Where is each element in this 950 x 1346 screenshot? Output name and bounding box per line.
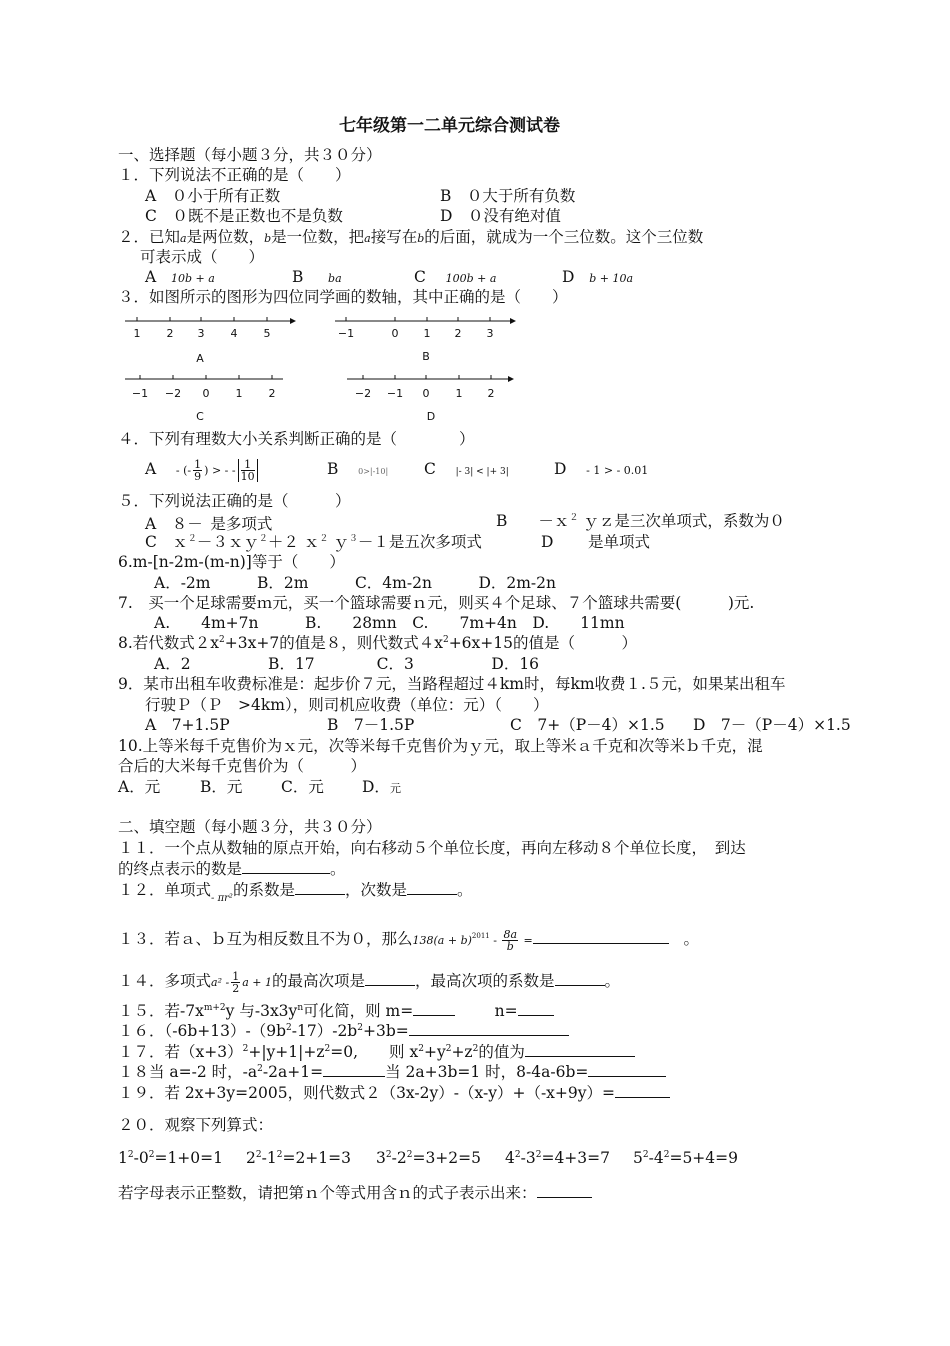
denominator: 10 [240,469,255,483]
q8-stem: 8.若代数式$2x^2+3x+7$的值是８，则代数式$4x^2+6x+15$的值是（ ） [118,634,637,652]
section1-header: 一、选择题（每小题３分，共３０分） [118,146,382,164]
q9-stem-line1: 9．某市出租车收费标准是：起步价７元，当路程超过４km时，每km收费１.５元，如果某出租车 [118,675,786,693]
stem-part: -2a+1= [262,1063,324,1081]
stem-part: +|y+1|+z [248,1043,325,1061]
answer-blank[interactable] [537,1183,592,1198]
option-text: 是多项式 [210,515,273,534]
answer-blank[interactable] [409,1021,569,1036]
eq-part: =5+4=9 [669,1149,738,1167]
q9-option-d: D 7－（P－4）×1.5 [693,716,851,734]
denominator: 9 [194,469,202,483]
q2-option-d [562,268,633,288]
answer-blank[interactable] [588,1062,666,1077]
eq-part: -4 [648,1149,664,1167]
stem-part: 。 [456,881,473,899]
q17-stem: １７．若$(x+3)^2+|y+1|+z^2=0$, 则 $x^2+y^2+z^2$的值为 [118,1042,635,1061]
denominator: b [506,939,514,953]
exponent: 2 [276,1149,283,1160]
q10-option-a: A．元 [118,778,161,796]
option-math: b + 10a [589,272,634,285]
stem-part: 的终点表示的数是 [118,860,243,878]
monomial-math: - πr² [211,893,233,904]
q3-stem: ３．如图所示的图形为四位同学画的数轴，其中正确的是（ ） [118,288,568,306]
q10-option-d [362,778,401,798]
numerator: 1 [241,459,255,471]
expression-math: 138(a + b) [412,934,472,947]
tick-label: 0 [422,387,430,400]
q1-option-a: A ０小于所有正数 [145,187,281,205]
eq-part: 3 [376,1149,386,1167]
option-math: ba [328,272,342,285]
q4-option-b [327,460,388,481]
exponent: 2 [642,1149,649,1160]
stem-part: 的系数是 [232,881,295,899]
q15-stem [118,1001,554,1020]
tick-label: −1 [386,387,404,400]
option-text: ｙ [333,533,349,551]
option-label: D [562,268,575,286]
exponent: 2 [148,1149,155,1160]
q1-option-b: B ０大于所有负数 [440,187,576,205]
q2-option-c [414,268,496,288]
option-math: 100b + a [445,272,497,285]
option-text: －３ｘｙ [196,533,259,551]
stem-part: １３．若ａ、ｂ互为相反数且不为０，那么 [118,930,413,948]
q2-stem-part: 的后面，就成为一个三位数。这个三位数 [424,228,704,246]
q11-stem-line1: １１．一个点从数轴的原点开始，向右移动５个单位长度，再向左移动８个单位长度， 到达 [118,839,746,857]
q4-option-c [424,460,509,481]
axis-caption: B [422,350,430,363]
eq-part: -1 [261,1149,277,1167]
q2-stem-line2: 可表示成（ ） [140,248,265,266]
eq-part: -0 [133,1149,149,1167]
q5-option-c: C ｘ$^2$－３ｘｙ$^2$＋２ ｘ$^2$ ｙ$^3$－１是五次多项式 [145,533,482,551]
tick-label: −2 [354,387,372,400]
q10-stem-line2: 合后的大米每千克售价为（ ） [118,757,367,775]
stem-part: １５．若-7x [118,1002,204,1020]
answer-blank[interactable] [555,971,605,986]
answer-blank[interactable] [525,1042,635,1057]
stem-part: １６．（-6b+13）-（9b [118,1022,287,1040]
option-math: |- 3| < |+ 3| [455,467,509,477]
tick-label: 3 [486,327,494,340]
q1-option-d: D ０没有绝对值 [440,207,561,225]
stem-part: 若字母表示正整数，请把第ｎ个等式用含ｎ的式子表示出来： [118,1184,537,1202]
answer-blank[interactable] [533,929,669,944]
eq-part: =1+0=1 [154,1149,223,1167]
stem-part: 当 2a+3b=1 时，8-4a-6b= [385,1063,589,1081]
q6-options: A．-2m B．2m C．4m-2n D．2m-2n [154,574,557,592]
tick-label: 5 [263,327,271,340]
eq-part: -3 [520,1149,536,1167]
q2-option-b [292,268,342,288]
q19-stem [118,1083,670,1102]
tick-label: 1 [235,387,243,400]
exponent: 2 [535,1149,542,1160]
q10-option-b: B．元 [200,778,243,796]
q13-stem [118,922,699,958]
tick-label: −1 [131,387,149,400]
q8-options: A．2 B．17 C．3 D．16 [154,655,540,673]
stem-part: ，最高次项的系数是 [415,972,555,990]
page-title: 七年级第一二单元综合测试卷 [339,116,560,136]
q2-var-b: b [417,232,425,245]
q9-option-b: B 7－1.5P [327,716,415,734]
option-label: D． [362,778,390,796]
q2-stem-part: ２．已知 [118,228,181,246]
q20-equation-1 [118,1149,223,1167]
numerator: 1 [194,457,202,471]
option-text: －１是五次多项式 [357,533,482,551]
stem-part: １４．多项式 [118,972,212,990]
q4-option-a [145,452,260,488]
expression-math: = [520,934,533,947]
stem-part: y 与-3x3y [225,1002,298,1020]
q1-option-c: C ０既不是正数也不是负数 [145,207,343,225]
number-line-a [120,312,300,372]
option-math: 10b + a [170,272,215,285]
option-math: - 1 > - 0.01 [586,464,649,477]
tick-label: 0 [202,387,210,400]
axis-caption: C [196,410,204,423]
option-text: ＋２ ｘ [267,533,320,551]
exponent: 2 [127,1149,134,1160]
stem-part: １８当 a=-2 时，-a [118,1063,258,1081]
q2-stem-part: 是两位数， [186,228,265,246]
fraction [193,459,202,482]
exponent: 2 [406,1149,413,1160]
exponent: m+2 [203,1002,226,1013]
q2-var-a: a [364,232,371,245]
q2-var-b: b [264,232,272,245]
exponent: 2 [663,1149,670,1160]
tick-label: 2 [487,387,495,400]
eq-part: =2+1=3 [282,1149,351,1167]
q9-option-a: A 7+1.5P [145,716,230,734]
exponent: 2 [514,1149,521,1160]
tick-label: 4 [230,327,238,340]
option-text: ｙｚ是三次单项式，系数为０ [583,512,785,530]
stem-part: -17）-2b [291,1022,358,1040]
q2-stem-part: 是一位数，把 [271,228,365,246]
option-label: D [554,460,567,478]
stem-part: 。 [330,860,346,878]
option-label: A [145,460,157,478]
q20-equation-2 [246,1149,351,1167]
stem-part: 的最高次项是 [271,972,365,990]
stem-part: +y [423,1043,446,1061]
number-line-d [343,370,523,430]
tick-label: 2 [268,387,276,400]
option-label: B [292,268,304,286]
option-math: 0>|-10| [358,467,389,476]
stem-part: =0, 则 x [330,1043,419,1061]
stem-part: 的值为 [478,1043,525,1061]
eq-part: 4 [505,1149,515,1167]
q5-option-b: B －ｘ$^2$ ｙｚ是三次单项式，系数为０ [496,512,785,530]
q5-option-a [145,512,272,533]
option-label: C [424,460,436,478]
eq-part: =3+2=5 [412,1149,481,1167]
q20-stem: ２０．观察下列算式： [118,1116,274,1134]
answer-blank[interactable] [413,1001,455,1016]
stem-part: 。 [604,972,621,990]
fraction [238,459,258,482]
tick-label: 3 [197,327,205,340]
q14-stem [118,964,620,1000]
q7-options: A. 4m+7n B. 28mn C. 7m+4n D. 11mn [154,614,625,632]
option-label: C [414,268,426,286]
number-line-b [330,312,525,372]
q4-option-d [554,460,648,480]
q2-stem-part: 接写在 [370,228,418,246]
answer-blank[interactable] [242,859,330,874]
option-math: ) > - - [204,464,236,477]
numerator: 8a [503,927,518,941]
exponent: 2011 [471,931,490,940]
denominator: 2 [232,981,240,995]
section2-header: 二、填空题（每小题３分，共３０分） [118,818,382,836]
polynomial-math: a² - [211,976,230,989]
q12-stem [118,880,472,908]
fraction [231,971,240,994]
q7-stem: 7. 买一个足球需要ｍ元，买一个篮球需要ｎ元，则买４个足球、７个篮球共需要( )元. [118,594,755,612]
option-text: B －ｘ [496,512,570,530]
tick-label: 2 [454,327,462,340]
q20-equation-4 [505,1149,610,1167]
q2-stem-line1 [118,228,703,248]
q16-stem: １６．$(-6b+13)-(9b^2-17)-2b^2+3b=$ [118,1021,569,1040]
q9-stem-line2: 行驶Ｐ（Ｐ >4km），则司机应收费（单位：元）（ ） [145,696,549,714]
axis-caption: D [426,410,436,423]
answer-blank[interactable] [295,880,345,895]
q11-stem-line2 [118,859,346,878]
tick-label: 1 [455,387,463,400]
stem-part: 。 [683,930,700,948]
q18-stem: １８当 a=-2 时，$-a^2-2a+1=$ 当 2a+3b=1 时，8-4a-6b= [118,1062,666,1081]
option-label: B [327,460,339,478]
q10-option-c: C．元 [281,778,324,796]
tick-label: −1 [337,327,355,340]
q2-option-a [145,268,215,288]
stem-part: １７．若（x+3） [118,1043,243,1061]
axis-caption: A [196,352,204,365]
q20-equation-5 [633,1149,738,1167]
q1-stem: １．下列说法不正确的是（ ） [118,166,351,184]
eq-part: 2 [246,1149,256,1167]
option-text: C ｘ [145,533,188,551]
stem-part: ，次数是 [344,881,407,899]
q2-var-a: a [180,232,187,245]
eq-part: =4+3=7 [541,1149,610,1167]
stem-part: +3b= [362,1022,409,1040]
stem-part: +z [451,1043,473,1061]
stem-part: １９．若 2x+3y=2005，则代数式２（3x-2y）-（x-y）+（-x+9y）= [118,1084,616,1102]
answer-blank[interactable] [323,1062,385,1077]
tick-label: 1 [133,327,141,340]
answer-blank[interactable] [365,971,415,986]
number-line-c [120,370,295,430]
polynomial-math: a + 1 [242,976,272,989]
q10-stem-line1: 10.上等米每千克售价为ｘ元，次等米每千克售价为ｙ元，取上等米ａ千克和次等米ｂ千克，混 [118,737,763,755]
answer-blank[interactable] [407,880,457,895]
answer-blank[interactable] [518,1001,554,1016]
exponent: 2 [255,1149,262,1160]
q9-option-c: C 7+（P－4）×1.5 [510,716,665,734]
option-math: - (- [175,464,192,477]
option-text: 元 [389,782,401,795]
tick-label: 2 [166,327,174,340]
q4-stem: ４．下列有理数大小关系判断正确的是（ ） [118,430,475,448]
eq-part: 5 [633,1149,643,1167]
tick-label: 1 [423,327,431,340]
q5-stem: ５．下列说法正确的是（ ） [118,492,351,510]
stem-part: １２．单项式 [118,881,212,899]
exponent: 2 [385,1149,392,1160]
option-text: A ８－ [145,515,203,534]
q5-option-d [541,533,650,551]
expression-math: - [489,934,501,947]
stem-part: n= [494,1002,518,1020]
option-label: D [541,533,554,551]
tick-label: −2 [164,387,182,400]
stem-part: +6x+15的值是（ ） [448,634,637,652]
q20-equation-3 [376,1149,481,1167]
stem-part: 8.若代数式２x [118,634,220,652]
option-label: A [145,268,157,286]
numerator: 1 [232,969,240,983]
stem-part: +3x+7的值是８，则代数式４x [224,634,443,652]
option-text: 是单项式 [587,533,650,551]
stem-part: 可化简，则 m= [303,1002,414,1020]
fraction [502,929,518,952]
eq-part: -2 [391,1149,407,1167]
tick-label: 0 [391,327,399,340]
exponent: n [297,1002,304,1013]
answer-blank[interactable] [615,1083,670,1098]
q6-stem: 6.m-[n-2m-(m-n)]等于（ ） [118,553,345,571]
q20-final [118,1183,592,1202]
eq-part: 1 [118,1149,128,1167]
